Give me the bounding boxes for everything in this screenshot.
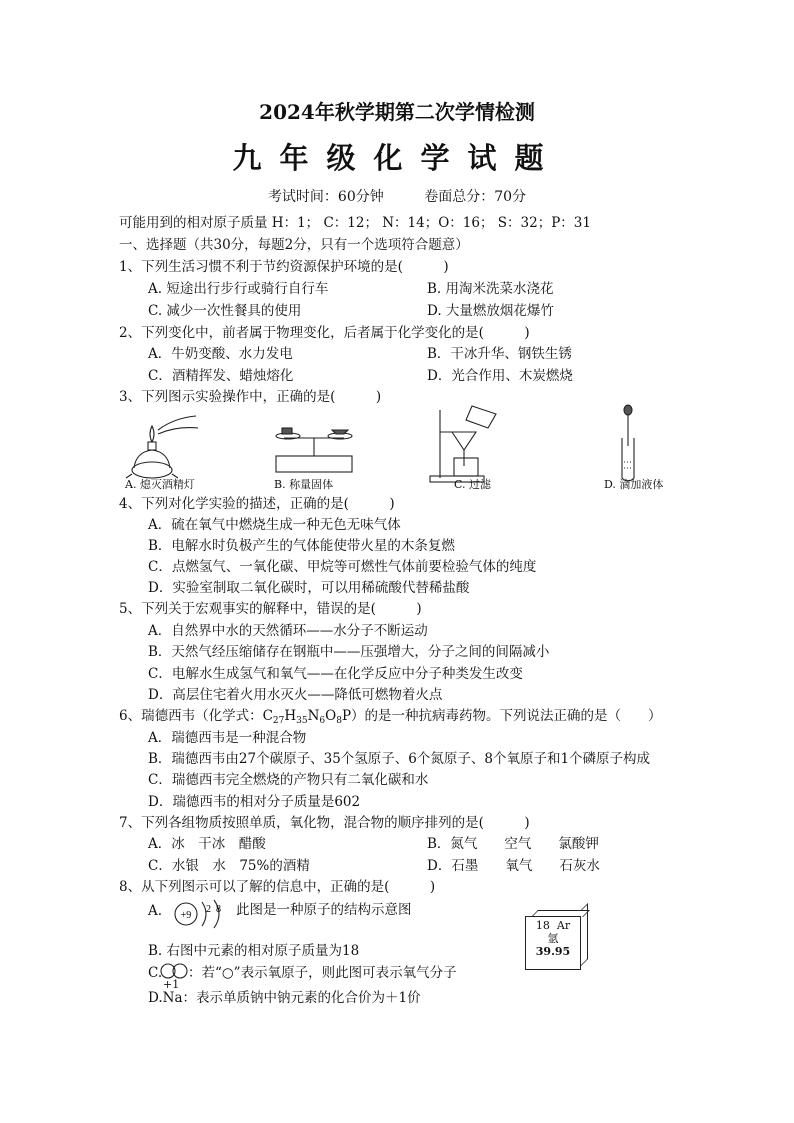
q8-option-c-label: C. (148, 965, 163, 981)
balance-figure (276, 428, 352, 472)
q8-option-a-label: A. (148, 903, 163, 919)
exam-title: 2024年秋学期第二次学情检测 (259, 100, 535, 124)
q3-stem: 3、下列图示实验操作中，正确的是( ) (119, 389, 382, 405)
nucleus-charge: +9 (180, 910, 192, 921)
atomic-number: 18 (535, 919, 550, 932)
shell-2-electrons: 8 (216, 904, 221, 915)
q5-option-c: C．电解水生成氢气和氧气——在化学反应中分子种类发生改变 (148, 666, 523, 682)
q6-stem: 6、瑞德西韦（化学式：$C_{27}H_{35}N_6O_8P$）的是一种抗病毒药物。下列说法正确的是（ ） (119, 708, 662, 726)
q3-caption-a: A. 熄灭酒精灯 (125, 478, 195, 491)
q4-option-c: C．点燃氢气、一氧化碳、甲烷等可燃性气体前要检验气体的纯度 (148, 559, 537, 575)
valence-mark: +1 (163, 978, 180, 991)
q5-option-d: D．高层住宅着火用水灭火——降低可燃物着火点 (148, 687, 443, 703)
q7-option-c: C．水银 水 75%的酒精 (148, 858, 310, 874)
q4-option-a: A．硫在氧气中燃烧生成一种无色无味气体 (148, 517, 401, 533)
q1-stem: 1、下列生活习惯不利于节约资源保护环境的是( ) (119, 259, 449, 275)
q4-option-d: D．实验室制取二氧化碳时，可以用稀硫酸代替稀盐酸 (148, 580, 470, 596)
q6-option-d: D．瑞德西韦的相对分子质量是602 (148, 794, 361, 810)
q8-stem: 8、从下列图示可以了解的信息中，正确的是( ) (119, 879, 436, 895)
exam-time: 考试时间：60分钟 (267, 189, 384, 205)
element-card (525, 916, 581, 970)
q7-stem: 7、下列各组物质按照单质，氧化物，混合物的顺序排列的是( ) (119, 815, 530, 831)
exam-subtitle: 九年级化学试题 (232, 141, 562, 175)
q3-caption-c: C. 过滤 (454, 478, 492, 491)
q1-option-c: C. 减少一次性餐具的使用 (148, 303, 302, 319)
shell-1-electrons: 2 (206, 904, 211, 915)
q3-caption-b: B. 称量固体 (274, 478, 334, 491)
q5-option-a: A．自然界中水的天然循环——水分子不断运动 (148, 623, 428, 639)
q3-apparatus-figures (118, 404, 688, 488)
q8-option-d: D.Na：表示单质钠中钠元素的化合价为＋1价 (148, 990, 421, 1006)
q2-option-a: A．牛奶变酸、水力发电 (148, 346, 293, 362)
q1-option-b: B. 用淘米洗菜水浇花 (427, 281, 554, 297)
q1-option-a: A. 短途出行步行或骑行自行车 (148, 281, 329, 297)
q7-option-a: A．冰 干冰 醋酸 (148, 836, 266, 852)
q5-stem: 5、下列关于宏观事实的解释中，错误的是( ) (119, 601, 422, 617)
q1-option-d: D. 大量燃放烟花爆竹 (427, 303, 554, 319)
q6-option-a: A．瑞德西韦是一种混合物 (148, 730, 307, 746)
q2-option-d: D．光合作用、木炭燃烧 (427, 368, 573, 384)
q8-option-c-text: ：若“○”表示氧原子，则此图可表示氧气分子 (188, 965, 457, 981)
atomic-mass: 39.95 (535, 945, 571, 958)
atom-structure-diagram (172, 898, 230, 930)
q2-option-b: B．干冰升华、钢铁生锈 (427, 346, 572, 362)
sodium-symbol: Na (162, 990, 183, 1006)
exam-info (0, 186, 794, 206)
q5-option-b: B．天然气经压缩储存在钢瓶中——压强增大，分子之间的间隔减小 (148, 644, 550, 660)
atomic-masses: 可能用到的相对原子质量 H：1； C：12； N：14；O：16； S：32；P：31 (119, 215, 591, 231)
element-name: 氩 (547, 932, 559, 945)
q7-option-b: B．氮气 空气 氯酸钾 (427, 836, 599, 852)
q6-option-b: B．瑞德西韦由27个碳原子、35个氢原子、6个氮原子、8个氧原子和1个磷原子构成 (148, 751, 651, 767)
q3-caption-d: D. 滴加液体 (604, 478, 664, 491)
q2-stem: 2、下列变化中，前者属于物理变化，后者属于化学变化的是( ) (119, 325, 530, 341)
element-symbol: Ar (556, 919, 571, 932)
q2-option-c: C．酒精挥发、蜡烛熔化 (148, 368, 294, 384)
alcohol-lamp-figure (126, 416, 198, 478)
q7-option-d: D．石墨 氧气 石灰水 (427, 858, 600, 874)
dropper-figure (622, 405, 634, 481)
q6-option-c: C．瑞德西韦完全燃烧的产物只有二氧化碳和水 (148, 772, 429, 788)
q4-option-b: B．电解水时负极产生的气体能使带火星的木条复燃 (148, 538, 455, 554)
q4-stem: 4、下列对化学实验的描述，正确的是( ) (119, 496, 395, 512)
q8-option-a-text: 此图是一种原子的结构示意图 (236, 902, 412, 918)
section-heading: 一、选择题（共30分，每题2分，只有一个选项符合题意） (119, 237, 469, 253)
q8-option-b: B. 右图中元素的相对原子质量为18 (148, 943, 360, 959)
total-score: 卷面总分：70分 (424, 189, 527, 205)
filtration-figure (430, 406, 496, 482)
